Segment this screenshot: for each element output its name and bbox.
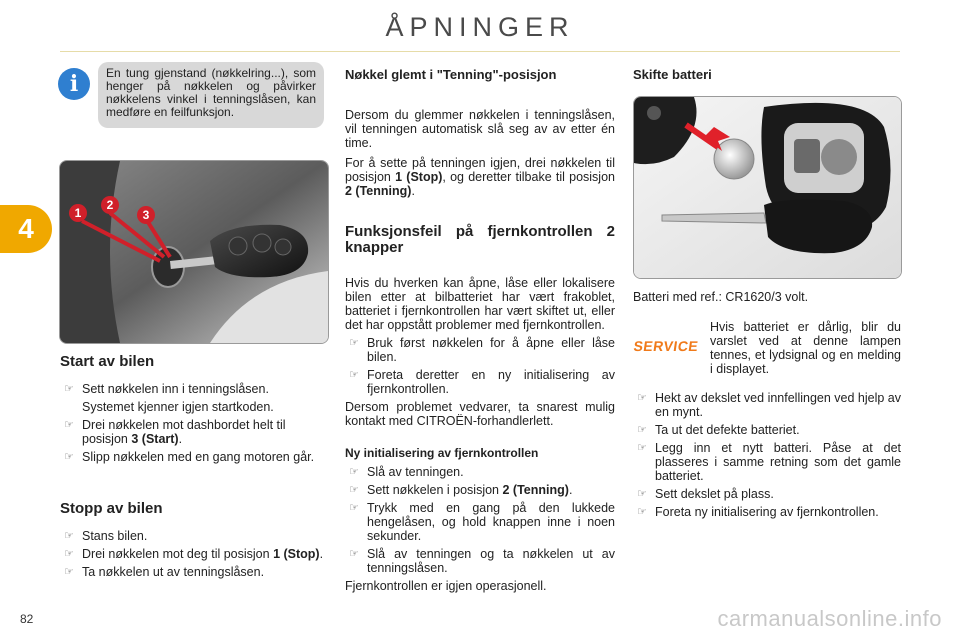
forgot-paragraph-2: For å sette på tenningen igjen, drei nøkkelen til posisjon 1 (Stop), og deretter tilbake til posisjon 2 (Tenning).: [345, 156, 615, 198]
arrow-bullet-icon: ☞: [349, 484, 359, 496]
battery-steps: [633, 391, 901, 523]
battery-item-1: ☞ Hekt av dekslet ved innfellingen ved hjelp av en mynt.: [637, 391, 901, 419]
arrow-bullet-icon: ☞: [64, 548, 74, 560]
start-note: Systemet kjenner igjen startkoden.: [82, 400, 274, 414]
reinit-item-4: ☞ Slå av tenningen og ta nøkkelen ut av tenningslåsen.: [349, 547, 615, 575]
reinit-item-1: ☞ Slå av tenningen.: [349, 465, 464, 479]
reinit-section: [345, 446, 615, 593]
battery-heading: Skifte batteri: [633, 67, 712, 82]
arrow-bullet-icon: ☞: [349, 369, 359, 381]
battery-ref: Batteri med ref.: CR1620/3 volt.: [633, 290, 809, 304]
arrow-bullet-icon: ☞: [349, 466, 359, 478]
battery-section: [633, 68, 901, 82]
marker-1-label: 1: [74, 206, 82, 220]
malfunction-paragraph-2: Dersom problemet vedvarer, ta snarest mulig kontakt med CITROËN-forhandlerlett.: [345, 400, 615, 428]
stop-item-3: ☞ Ta nøkkelen ut av tenningslåsen.: [64, 565, 265, 579]
info-note: [58, 62, 330, 132]
stop-heading: Stopp av bilen: [60, 500, 163, 517]
battery-item-2: ☞ Ta ut det defekte batteriet.: [637, 423, 800, 437]
arrow-bullet-icon: ☞: [637, 424, 647, 436]
malfunction-heading: Funksjonsfeil på fjernkontrollen 2 knapper: [345, 223, 615, 256]
battery-figure: [633, 96, 902, 279]
arrow-bullet-icon: ☞: [64, 383, 74, 395]
page-title: ÅPNINGER: [385, 12, 575, 42]
malfunction-item-2: ☞ Foreta deretter en ny initialisering av fjernkontrollen.: [349, 368, 615, 396]
forgot-section: [345, 68, 615, 198]
service-text: Hvis batteriet er dårlig, blir du varslet ved at denne lampen tennes, et lydsignal og en melding i displayet.: [710, 320, 901, 376]
arrow-bullet-icon: ☞: [64, 419, 74, 431]
start-section: [60, 354, 328, 468]
arrow-bullet-icon: ☞: [637, 392, 647, 404]
battery-item-5: ☞ Foreta ny initialisering av fjernkontrollen.: [637, 505, 879, 519]
start-item-2: ☞ Drei nøkkelen mot dashbordet helt til posisjon 3 (Start).: [64, 418, 286, 446]
reinit-item-2: ☞ Sett nøkkelen i posisjon 2 (Tenning).: [349, 483, 573, 497]
arrow-bullet-icon: ☞: [349, 548, 359, 560]
arrow-bullet-icon: ☞: [349, 337, 359, 349]
arrow-bullet-icon: ☞: [637, 506, 647, 518]
service-warning-icon: SERVICE: [632, 338, 700, 354]
arrow-bullet-icon: ☞: [64, 566, 74, 578]
reinit-item-3: ☞ Trykk med en gang på den lukkede hengelåsen, og hold knappen inne i noen sekunder.: [349, 501, 615, 543]
forgot-heading: Nøkkel glemt i "Tenning"-posisjon: [345, 67, 557, 82]
arrow-bullet-icon: ☞: [637, 488, 647, 500]
stop-item-1: ☞ Stans bilen.: [64, 529, 148, 543]
stop-item-2: ☞ Drei nøkkelen mot deg til posisjon 1 (Stop).: [64, 547, 324, 561]
marker-3-label: 3: [142, 208, 150, 222]
reinit-end: Fjernkontrollen er igjen operasjonell.: [345, 579, 547, 593]
start-heading: Start av bilen: [60, 353, 155, 370]
arrow-bullet-icon: ☞: [349, 502, 359, 514]
malfunction-paragraph-1: Hvis du hverken kan åpne, låse eller lokalisere bilen etter at bilbatteriet har vært frakoblet, batteriet i fjernkontrollen har vært skiftet ut, eller det har oppstått problemer med fjernkontrollen.: [345, 276, 615, 332]
malfunction-section: [345, 224, 615, 428]
marker-2-label: 2: [106, 198, 114, 212]
arrow-bullet-icon: ☞: [637, 442, 647, 454]
ignition-key-figure: [59, 160, 329, 344]
stop-section: [60, 501, 328, 583]
watermark: carmanualsonline.info: [717, 606, 942, 631]
battery-item-3: ☞ Legg inn et nytt batteri. Påse at det plasseres i samme retning som det gamle batteriet.: [637, 441, 901, 483]
start-item-1: ☞ Sett nøkkelen inn i tenningslåsen.: [64, 382, 269, 396]
malfunction-item-1: ☞ Bruk først nøkkelen for å åpne eller låse bilen.: [349, 336, 615, 364]
info-text: En tung gjenstand (nøkkelring...), som henger på nøkkelen og påvirker nøkkelens vinkel i tenningslåsen, kan medføre en feilfunksjon.: [98, 62, 324, 128]
page-number: 82: [20, 612, 34, 626]
forgot-paragraph-1: Dersom du glemmer nøkkelen i tenningslåsen, vil tenningen automatisk slå seg av av etter én time.: [345, 108, 615, 150]
start-item-3: ☞ Slipp nøkkelen med en gang motoren går.: [64, 450, 315, 464]
reinit-heading: Ny initialisering av fjernkontrollen: [345, 446, 539, 460]
title-divider: [60, 51, 900, 52]
info-icon: i: [58, 68, 90, 100]
arrow-bullet-icon: ☞: [64, 530, 74, 542]
chapter-tab[interactable]: 4: [0, 205, 52, 253]
arrow-bullet-icon: ☞: [64, 451, 74, 463]
battery-item-4: ☞ Sett dekslet på plass.: [637, 487, 774, 501]
